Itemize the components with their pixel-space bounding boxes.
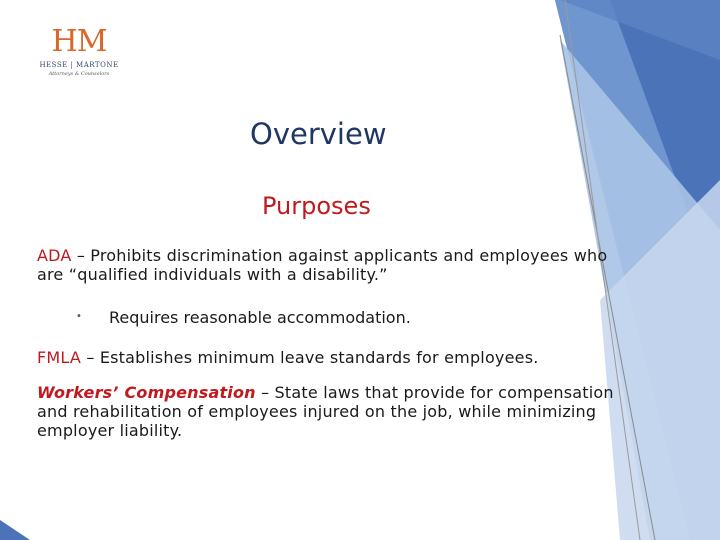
firm-logo [38,26,120,77]
fmla-paragraph [37,348,617,367]
fmla-term: FMLA [37,348,82,367]
bullet-icon: • [76,311,82,322]
ada-paragraph [37,246,617,284]
facet-corner-bottom-left [0,520,30,540]
ada-bullet-text: Requires reasonable accommodation. [109,308,411,327]
workers-comp-text: – State laws that provide for compensation and rehabilitation of employees injured on the job, while minimizing employer liability. [37,383,614,440]
fmla-text: – Establishes minimum leave standards for employees. [81,348,539,367]
ada-term: ADA [37,246,72,265]
logo-tagline: Attorneys & Counselors [48,71,110,77]
slide-subtitle: Purposes [262,192,371,220]
ada-text: – Prohibits discrimination against applicants and employees who are “qualified individuals with a disability.” [37,246,608,284]
logo-firm-name: HESSE | MARTONE [39,61,119,69]
slide-title: Overview [250,117,387,151]
workers-comp-term: Workers’ Compensation [37,383,256,402]
logo-monogram: HM [51,24,107,59]
workers-comp-paragraph [37,383,617,440]
